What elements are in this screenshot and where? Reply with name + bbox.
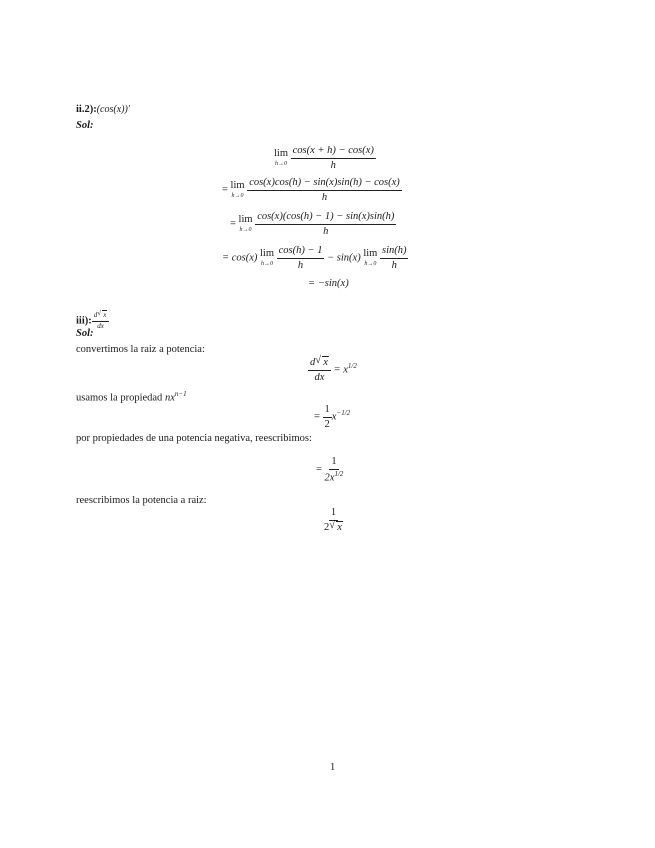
page-number: 1	[330, 762, 336, 773]
section-iii-sol: Sol:	[76, 328, 94, 339]
eq1-exponent: 1/2	[347, 361, 357, 370]
derivation-line-5: = −sin(x)	[308, 278, 349, 289]
section-ii2-expr: (cos(x))′	[96, 104, 130, 115]
eq4-denominator-coef: 2	[324, 521, 330, 533]
eq2-base: x	[331, 411, 337, 423]
line2-denominator: h	[321, 191, 328, 203]
line4-prefix: = cos(x)	[222, 252, 258, 264]
derivation-line-1	[274, 145, 376, 171]
section-ii2-heading	[76, 104, 130, 115]
line1-denominator: h	[330, 159, 336, 171]
eq3-prefix: =	[316, 464, 322, 476]
lim-label: lim	[274, 148, 289, 160]
lim-label: lim	[238, 214, 253, 226]
eq3-denominator-base: 2x	[324, 472, 335, 484]
line4-frac1-denominator: h	[297, 259, 304, 271]
eq1-x: x	[323, 357, 328, 368]
eq3-denominator-exp: 1/2	[334, 469, 344, 478]
eq4-numerator: 1	[329, 507, 338, 521]
line3-prefix: =	[230, 218, 236, 230]
step-text-2	[76, 390, 187, 404]
step-eq-2	[314, 404, 350, 430]
step-eq-3	[316, 456, 343, 484]
line2-numerator: cos(x)cos(h) − sin(x)sin(h) − cos(x)	[247, 177, 402, 191]
step-text-1: convertimos la raiz a potencia:	[76, 344, 205, 355]
step-text-2-label: usamos la propiedad	[76, 392, 163, 404]
eq2-prefix: =	[314, 411, 320, 423]
lim-sub: h→0	[239, 226, 252, 233]
lim-sub: h→0	[261, 260, 273, 267]
step-text-3: por propiedades de una potencia negativa, reescribimos:	[76, 433, 312, 444]
section-iii-x: x	[103, 311, 107, 319]
line4-frac2-numerator: sin(h)	[380, 245, 409, 259]
section-iii-d: d	[93, 311, 98, 319]
eq2-numerator: 1	[323, 404, 332, 418]
eq3-numerator: 1	[329, 456, 338, 470]
derivation-line-2	[222, 177, 402, 203]
line2-prefix: =	[222, 184, 228, 196]
lim-label: lim	[230, 180, 245, 192]
lim-label: lim	[260, 248, 275, 260]
eq2-exponent: −1/2	[336, 408, 351, 417]
derivation-line-3	[230, 211, 396, 237]
eq1-rhs: = x	[333, 364, 348, 376]
section-iii-heading: iii): d √ x dx	[76, 312, 109, 330]
section-ii2-sol: Sol:	[76, 120, 94, 131]
step-eq-4: 1 2 √ x	[324, 507, 342, 533]
lim-label: lim	[363, 248, 378, 260]
lim-sub: h→0	[275, 160, 287, 167]
line1-numerator: cos(x + h) − cos(x)	[291, 145, 376, 159]
lim-sub: h→0	[231, 192, 244, 199]
section-ii2-label: ii.2):	[76, 104, 97, 115]
derivation-line-4	[222, 245, 408, 271]
step-text-2-math: nx	[164, 392, 175, 404]
line3-denominator: h	[323, 225, 329, 237]
eq2-denominator: 2	[324, 418, 330, 430]
step-eq-1: d √ x dx = $x^{1/2}$	[310, 355, 357, 383]
line3-numerator: cos(x)(cos(h) − 1) − sin(x)sin(h)	[255, 211, 396, 225]
section-iii-denominator: dx	[97, 321, 104, 330]
lim-sub: h→0	[364, 260, 377, 267]
line4-frac1-numerator: cos(h) − 1	[277, 245, 325, 259]
step-text-4: reescribimos la potencia a raiz:	[76, 495, 207, 506]
section-iii-label: iii):	[76, 315, 92, 327]
line4-frac2-denominator: h	[391, 259, 397, 271]
eq1-denominator: dx	[314, 371, 325, 383]
eq4-denominator-radicand: x	[337, 521, 342, 533]
eq1-d: d	[310, 357, 316, 368]
step-text-2-exp: n−1	[174, 390, 187, 398]
line4-mid: − sin(x)	[327, 252, 361, 264]
